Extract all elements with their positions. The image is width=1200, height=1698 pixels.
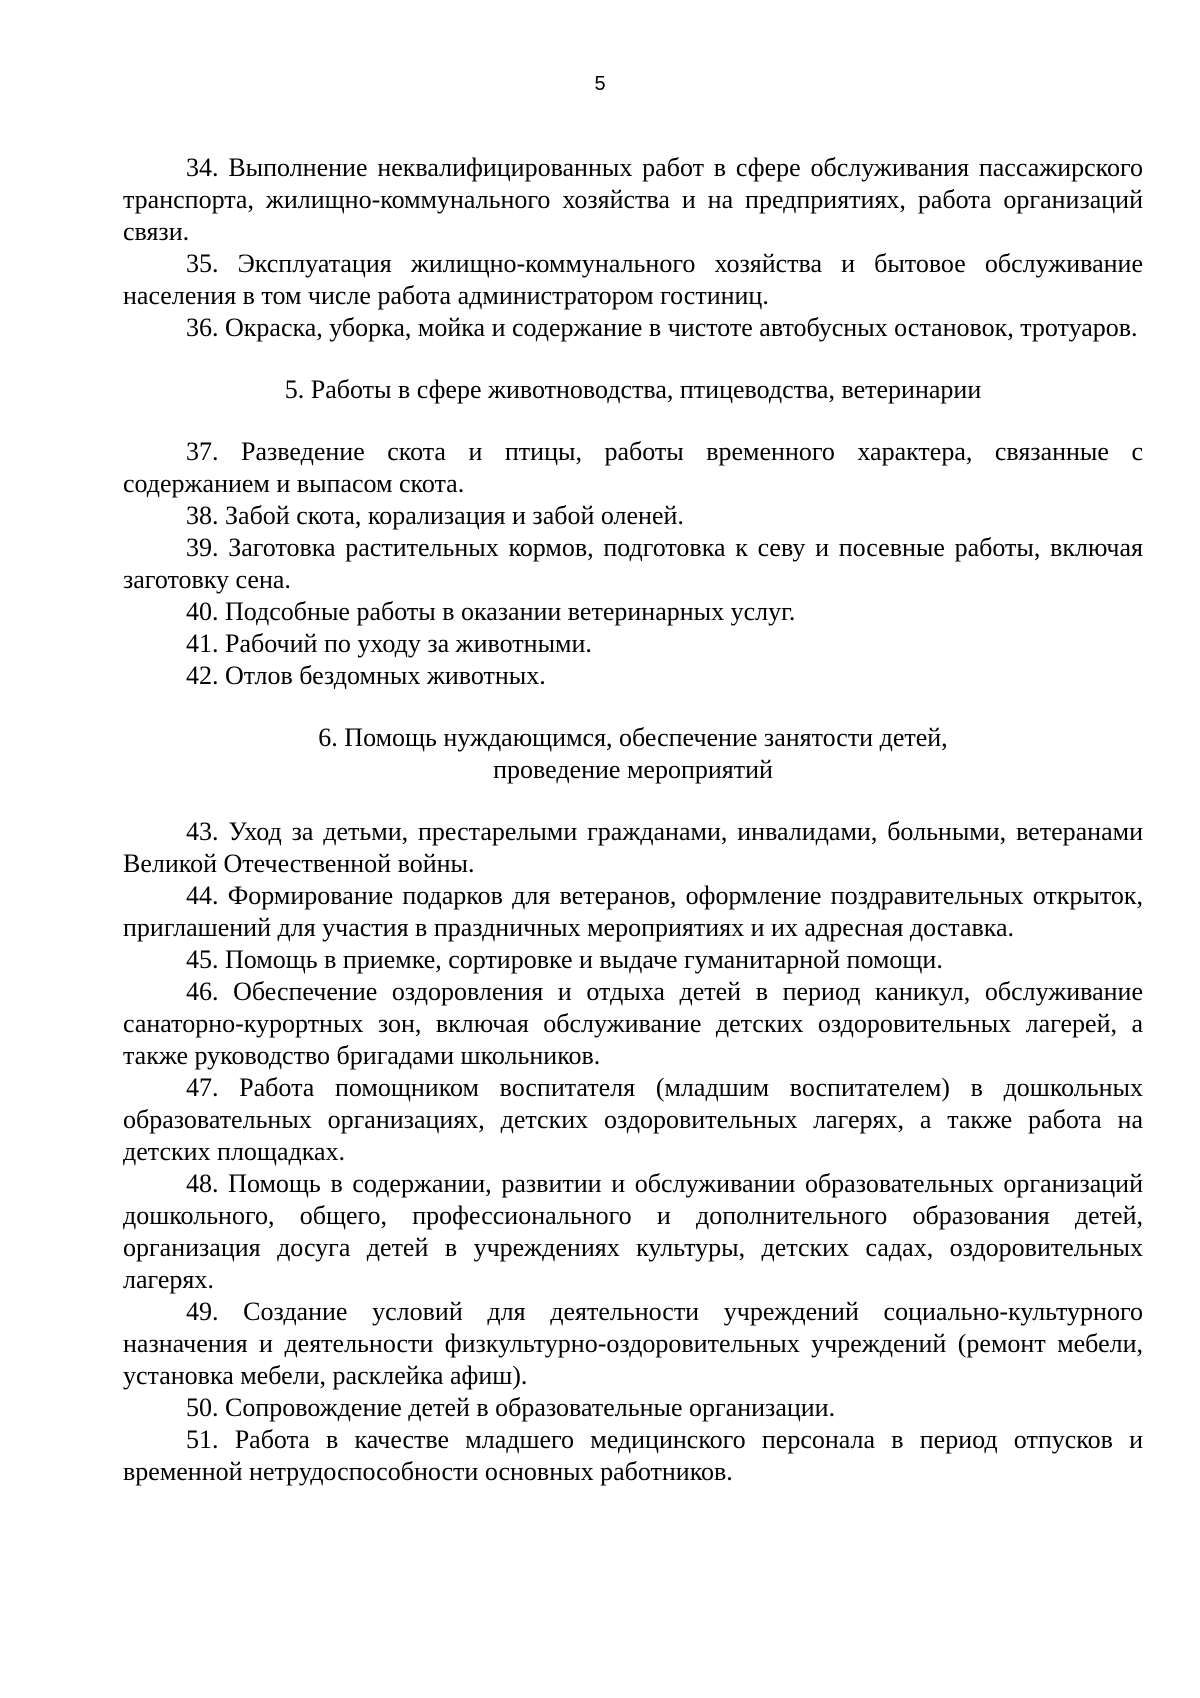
list-item-37: 37. Разведение скота и птицы, работы временного характера, связанные с содержанием и выпасом скота. [123,437,1143,498]
document-body [123,152,1143,1488]
list-item-40: 40. Подсобные работы в оказании ветеринарных услуг. [186,597,796,626]
list-item-36: 36. Окраска, уборка, мойка и содержание в чистоте автобусных остановок, тротуаров. [186,313,1138,342]
list-item-42: 42. Отлов бездомных животных. [186,661,546,690]
list-item-46: 46. Обеспечение оздоровления и отдыха детей в период каникул, обслуживание санаторно-курортных зон, включая обслуживание детских оздоровительных лагерей, а также руководство бригадами школьников. [123,977,1143,1070]
list-item-48: 48. Помощь в содержании, развитии и обслуживании образовательных организаций дошкольного, общего, профессионального и дополнительного образования детей, организация досуга детей в учреждениях культуры, детских садах, оздоровительных лагерях. [123,1169,1143,1294]
list-item-50: 50. Сопровождение детей в образовательные организации. [186,1393,836,1422]
section-heading-6-line-1: 6. Помощь нуждающимся, обеспечение занятости детей, [318,723,948,752]
list-item-35: 35. Эксплуатация жилищно-коммунального хозяйства и бытовое обслуживание населения в том числе работа администратором гостиниц. [123,249,1143,310]
list-item-51: 51. Работа в качестве младшего медицинского персонала в период отпусков и временной нетрудоспособности основных работников. [123,1425,1143,1486]
list-item-39: 39. Заготовка растительных кормов, подготовка к севу и посевные работы, включая заготовку сена. [123,533,1143,594]
page-number: 5 [594,73,606,95]
list-item-43: 43. Уход за детьми, престарелыми гражданами, инвалидами, больными, ветеранами Великой Отечественной войны. [123,817,1143,878]
list-item-44: 44. Формирование подарков для ветеранов, оформление поздравительных открыток, приглашений для участия в праздничных мероприятиях и их адресная доставка. [123,881,1143,942]
list-item-41: 41. Рабочий по уходу за животными. [186,629,592,658]
section-heading-5: 5. Работы в сфере животноводства, птицеводства, ветеринарии [284,375,982,404]
list-item-38: 38. Забой скота, корализация и забой оленей. [186,501,684,530]
list-item-47: 47. Работа помощником воспитателя (младшим воспитателем) в дошкольных образовательных организациях, детских оздоровительных лагерях, а также работа на детских площадках. [123,1073,1143,1166]
list-item-49: 49. Создание условий для деятельности учреждений социально-культурного назначения и деятельности физкультурно-оздоровительных учреждений (ремонт мебели, установка мебели, расклейка афиш). [123,1297,1143,1390]
section-heading-6 [123,722,1143,786]
list-item-34: 34. Выполнение неквалифицированных работ в сфере обслуживания пассажирского транспорта, жилищно-коммунального хозяйства и на предприятиях, работа организаций связи. [123,153,1143,246]
section-heading-6-line-2: проведение мероприятий [493,755,773,784]
list-item-45: 45. Помощь в приемке, сортировке и выдаче гуманитарной помощи. [186,945,943,974]
